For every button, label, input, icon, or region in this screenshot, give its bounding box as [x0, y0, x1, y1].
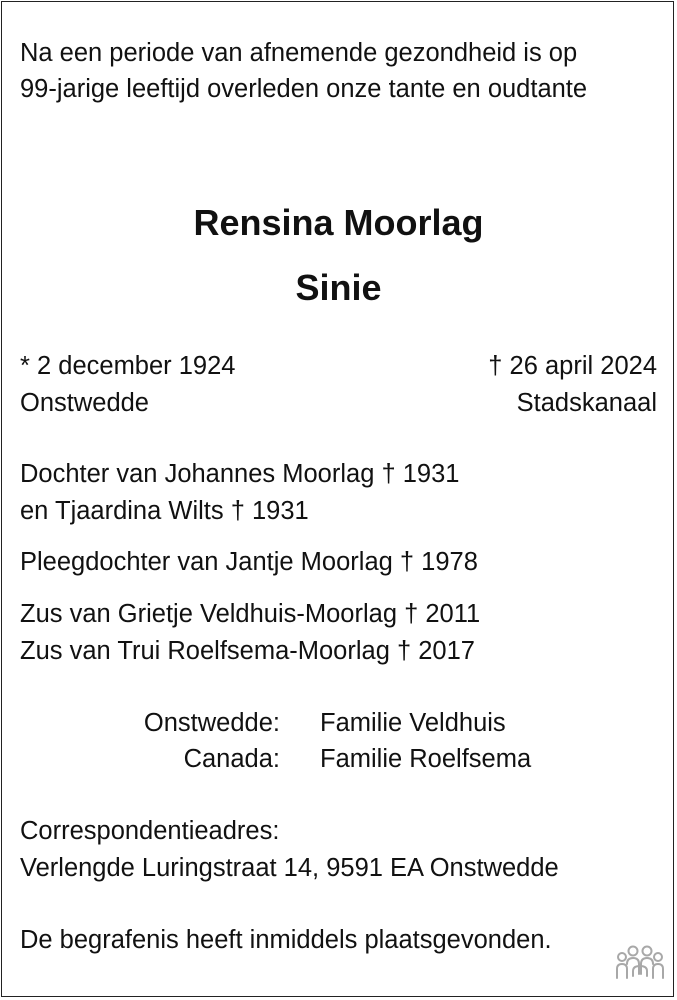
foster-daughter-line: Pleegdochter van Jantje Moorlag † 1978: [20, 548, 478, 576]
intro-line-1: Na een periode van afnemende gezondheid is op: [20, 39, 578, 67]
birth-place: Onstwedde: [20, 389, 149, 417]
sister-line-1: Zus van Grietje Veldhuis-Moorlag † 2011: [20, 600, 481, 628]
correspondence-address: Verlengde Luringstraat 14, 9591 EA Onstwedde: [20, 854, 559, 882]
family-place-1: Onstwedde:: [143, 709, 280, 737]
family-place-2: Canada:: [183, 745, 280, 773]
sister-line-2: Zus van Trui Roelfsema-Moorlag † 2017: [20, 637, 475, 665]
death-place: Stadskanaal: [516, 389, 657, 417]
correspondence-label: Correspondentieadres:: [20, 817, 280, 845]
funeral-note: De begrafenis heeft inmiddels plaatsgevonden.: [20, 926, 552, 954]
daughter-line-1: Dochter van Johannes Moorlag † 1931: [20, 460, 460, 488]
death-date: † 26 april 2024: [488, 352, 657, 380]
intro-line-2: 99-jarige leeftijd overleden onze tante en oudtante: [20, 75, 588, 103]
people-group-icon: [614, 944, 666, 984]
family-name-1: Familie Veldhuis: [320, 709, 506, 737]
family-name-2: Familie Roelfsema: [320, 745, 532, 773]
deceased-nickname: Sinie: [295, 267, 382, 308]
deceased-name: Rensina Moorlag: [193, 202, 484, 243]
birth-date: * 2 december 1924: [20, 352, 236, 380]
daughter-line-2: en Tjaardina Wilts † 1931: [20, 497, 309, 525]
